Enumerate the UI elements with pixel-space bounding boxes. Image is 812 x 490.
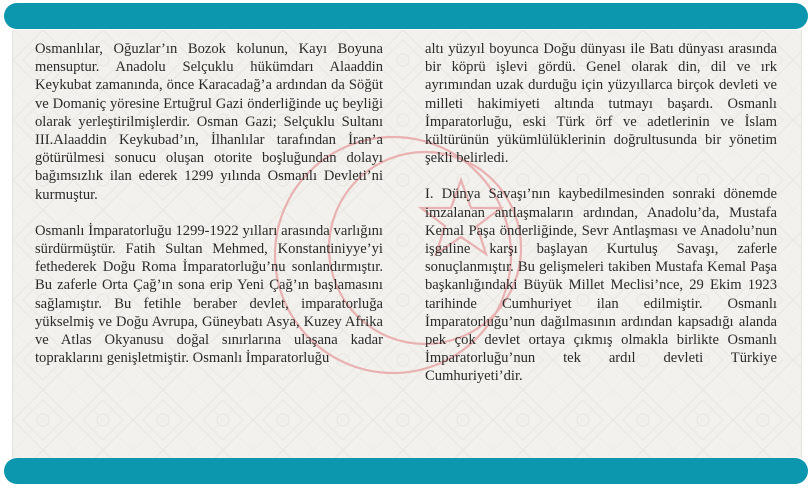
left-text-column: [35, 40, 383, 385]
right-text-column: [425, 40, 777, 404]
paragraph-left-1: Osmanlılar, Oğuzlar’ın Bozok kolunun, Kayı Boyuna mensuptur. Anadolu Selçuklu hükümdarı Alaaddin Keykubat zamanında, önce Karacadağ’a ardından da Söğüt ve Domaniç yöresine Ertuğrul Gazi önderliğinde uç beyliği olarak yerleştirilmişlerdir. Osman Gazi; Selçuklu Sultanı III.Alaaddin Keykubad’ın, İlhanlılar tarafından İran’a götürülmesi sonucu oluşan otorite boşluğundan dolayı bağımsızlık ilan ederek 1299 yılında Osmanlı Devleti’ni kurmuştur.: [35, 41, 383, 203]
paragraph-right-2: I. Dünya Savaşı’nın kaybedilmesinden sonraki dönemde imzalanan antlaşmaların ardından, Anadolu’da, Mustafa Kemal Paşa önderliğinde, Sevr Antlaşması ve Anadolu’nun işgaline karşı başlayan Kurtuluş Savaşı, zaferle sonuçlanmıştır. Bu gelişmeleri takiben Mustafa Kemal Paşa başkanlığındaki Büyük Millet Meclisi’nce, 29 Ekim 1923 tarihinde Cumhuriyet ilan edilmiştir. Osmanlı İmparatorluğu’nun dağılmasının ardından kapsadığı alanda pek çok devlet ortaya çıkmış olmakla birlikte Osmanlı İmparatorluğu’nun tek ardıl devleti Türkiye Cumhuriyeti’dir.: [425, 186, 777, 385]
paragraph-right-1: altı yüzyıl boyunca Doğu dünyası ile Batı dünyası arasında bir köprü işlevi gördü. Genel olarak din, dil ve ırk ayrımından uzak durduğu için yüzyıllarca birçok devleti ve milleti hakimiyeti altında tutmayı başardı. Osmanlı İmparatorluğu, eski Türk örf ve adetlerinin ve İslam kültürünün yükümlülüklerinin doğrultusunda bir yönetim şekli belirledi.: [425, 41, 777, 167]
content-panel: [12, 30, 802, 458]
top-banner-bar: [4, 3, 808, 29]
paragraph-left-2: Osmanlı İmparatorluğu 1299-1922 yılları arasında varlığını sürdürmüştür. Fatih Sultan Mehmed, Konstantiniyye’yi fethederek Doğu Roma İmparatorluğu’nu sonlandırmıştır. Bu zaferle Orta Çağ’ın sona erip Yeni Çağ’ın başlamasını sağlamıştır. Bu fetihle beraber devlet, imparatorluğa yükselmiş ve Doğu Avrupa, Güneybatı Asya, Kuzey Afrika ve Atlas Okyanusu doğal sınırlarına ulaşana kadar topraklarını genişletmiştir. Osmanlı İmparatorluğu: [35, 222, 383, 367]
bottom-banner-bar: [4, 458, 808, 484]
